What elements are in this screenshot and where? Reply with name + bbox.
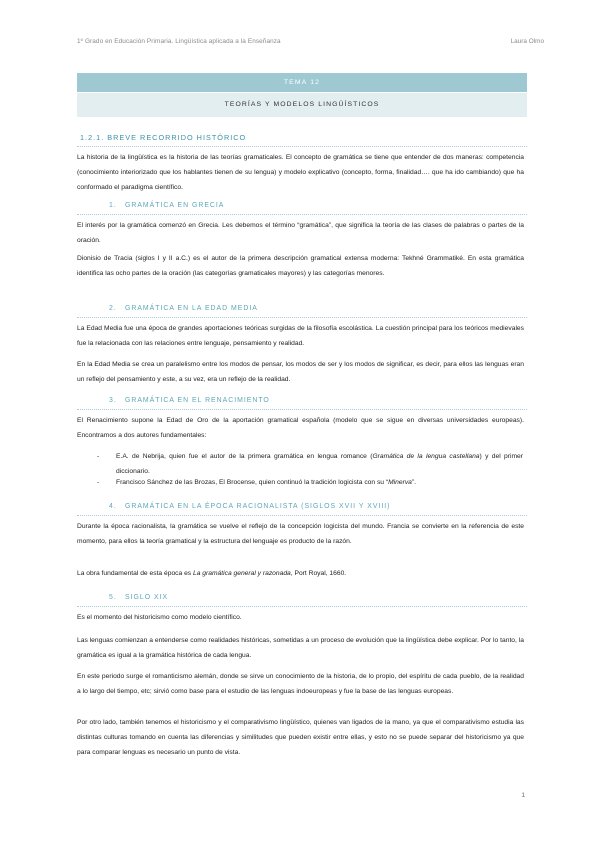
running-header-course: 1º Grado en Educación Primaria. Lingüística aplicada a la Enseñanza xyxy=(77,38,281,45)
subheading-renacimiento xyxy=(109,397,270,404)
book-title: Gramática de la lengua castellana xyxy=(372,453,480,460)
section-heading: 1.2.1. BREVE RECORRIDO HISTÓRICO xyxy=(80,133,247,142)
subheading-rule xyxy=(77,214,527,215)
subheading-grecia xyxy=(109,202,224,209)
list-text: ) y del primer diccionario. xyxy=(116,453,523,475)
subheading-number: 1. xyxy=(109,202,117,209)
subheading-siglo-xix xyxy=(109,594,168,601)
intro-paragraph: La historia de la lingüística es la historia de las teorías gramaticales. El concepto de gramática se tiene que entender de dos maneras: competencia (conocimiento interiorizado que los hablantes tienen de su lengua) y modelo explicativo (concepto, forma, finalidad…. que ha ido cambiando) que ha conformado el paradigma científico. xyxy=(77,154,524,191)
paragraph: Dionisio de Tracia (siglos I y II a.C.) es el autor de la primera descripción gramatical extensa moderna: Tekhné Grammatiké. En esta gramática identifica las ocho partes de la oración (las categorías gramaticales mayores) y las categorías menores. xyxy=(77,255,524,277)
subheading-rule xyxy=(77,317,527,318)
book-title: La gramática general y razonada xyxy=(193,570,291,577)
paragraph xyxy=(77,566,524,581)
subheading-racionalista xyxy=(109,503,390,510)
tema-number-banner: TEMA 12 xyxy=(77,73,527,92)
subheading-title: GRAMÁTICA EN EL RENACIMIENTO xyxy=(125,397,270,404)
paragraph: En la Edad Media se crea un paralelismo entre los modos de pensar, los modos de ser y los modos de significar, es decir, para ellos las lenguas eran un reflejo del pensamiento y este, a su vez, era un reflejo de la realidad. xyxy=(77,361,524,383)
subheading-number: 3. xyxy=(109,397,117,404)
heading-rule xyxy=(77,146,527,147)
paragraph: La Edad Media fue una época de grandes aportaciones teóricas surgidas de la filosofía escolástica. La cuestión principal para los teóricos medievales fue la relacionada con las relaciones entre lenguaje, pensamiento y realidad. xyxy=(77,325,524,347)
paragraph: Durante la época racionalista, la gramática se vuelve el reflejo de la concepción logicista del mundo. Francia se convierte en la referencia de este momento, para ellos la teoría gramatical y la estructura del lenguaje es producto de la razón. xyxy=(77,523,524,545)
paragraph: El interés por la gramática comenzó en Grecia. Les debemos el término “gramática”, que significa la teoría de las clases de palabras o partes de la oración. xyxy=(77,222,524,244)
paragraph: Es el momento del historicismo como modelo científico. xyxy=(77,614,242,621)
running-header-author: Laura Olmo xyxy=(510,38,544,45)
subheading-title: GRAMÁTICA EN GRECIA xyxy=(125,202,225,209)
subheading-number: 5. xyxy=(109,594,117,601)
subheading-number: 2. xyxy=(109,305,117,312)
subheading-rule xyxy=(77,606,527,607)
paragraph: El Renacimiento supone la Edad de Oro de la aportación gramatical española (modelo que se sigue en diversas universidades europeas). Encontramos a dos autores fundamentales: xyxy=(77,417,524,439)
subheading-rule xyxy=(77,515,527,516)
subheading-rule xyxy=(77,409,527,410)
subheading-edad-media xyxy=(109,305,258,312)
tema-title-banner: TEORÍAS Y MODELOS LINGÜÍSTICOS xyxy=(77,93,527,117)
list-bullet: - xyxy=(97,479,100,486)
page-number: 1 xyxy=(521,792,525,799)
paragraph: Las lenguas comienzan a entenderse como realidades históricas, sometidas a un proceso de evolución que la lingüística debe explicar. Por lo tanto, la gramática es igual a la gramática histórica de cada lengua. xyxy=(77,637,524,659)
subheading-title: GRAMÁTICA EN LA EDAD MEDIA xyxy=(125,305,258,312)
paragraph: Por otro lado, también tenemos el historicismo y el comparativismo lingüístico, quienes van ligados de la mano, ya que el comparativismo estudia las distintas culturas tomando en cuenta las diferencias y similitudes que pueden existir entre ellas, y esto no se puede separar del historicismo ya que para comparar lenguas es necesario un punto de vista. xyxy=(77,719,524,756)
list-text: Francisco Sánchez de las Brozas, El Brocense, quien continuó la tradición logicista con su “ xyxy=(116,479,389,486)
list-text: ”. xyxy=(411,479,416,486)
list-bullet: - xyxy=(97,453,100,460)
paragraph-text: , Port Royal, 1660. xyxy=(290,570,347,577)
subheading-title: SIGLO XIX xyxy=(125,594,169,601)
paragraph: En este periodo surge el romanticismo alemán, donde se sirve un conocimiento de la historia, de lo propio, del espíritu de cada pueblo, de la realidad a lo largo del tiempo, etc; sirvió como base para el estudio de las lenguas indoeuropeas y fue la base de las lenguas europeas. xyxy=(77,673,524,695)
list-text: E.A. de Nebrija, quien fue el autor de la primera gramática en lengua romance ( xyxy=(116,453,373,460)
list-item xyxy=(116,475,523,490)
paragraph-text: La obra fundamental de esta época es xyxy=(77,570,193,577)
book-title: Minerva xyxy=(388,479,412,486)
subheading-title: GRAMÁTICA EN LA ÉPOCA RACIONALISTA (SIGLOS XVII Y XVIII) xyxy=(125,503,391,510)
subheading-number: 4. xyxy=(109,503,117,510)
